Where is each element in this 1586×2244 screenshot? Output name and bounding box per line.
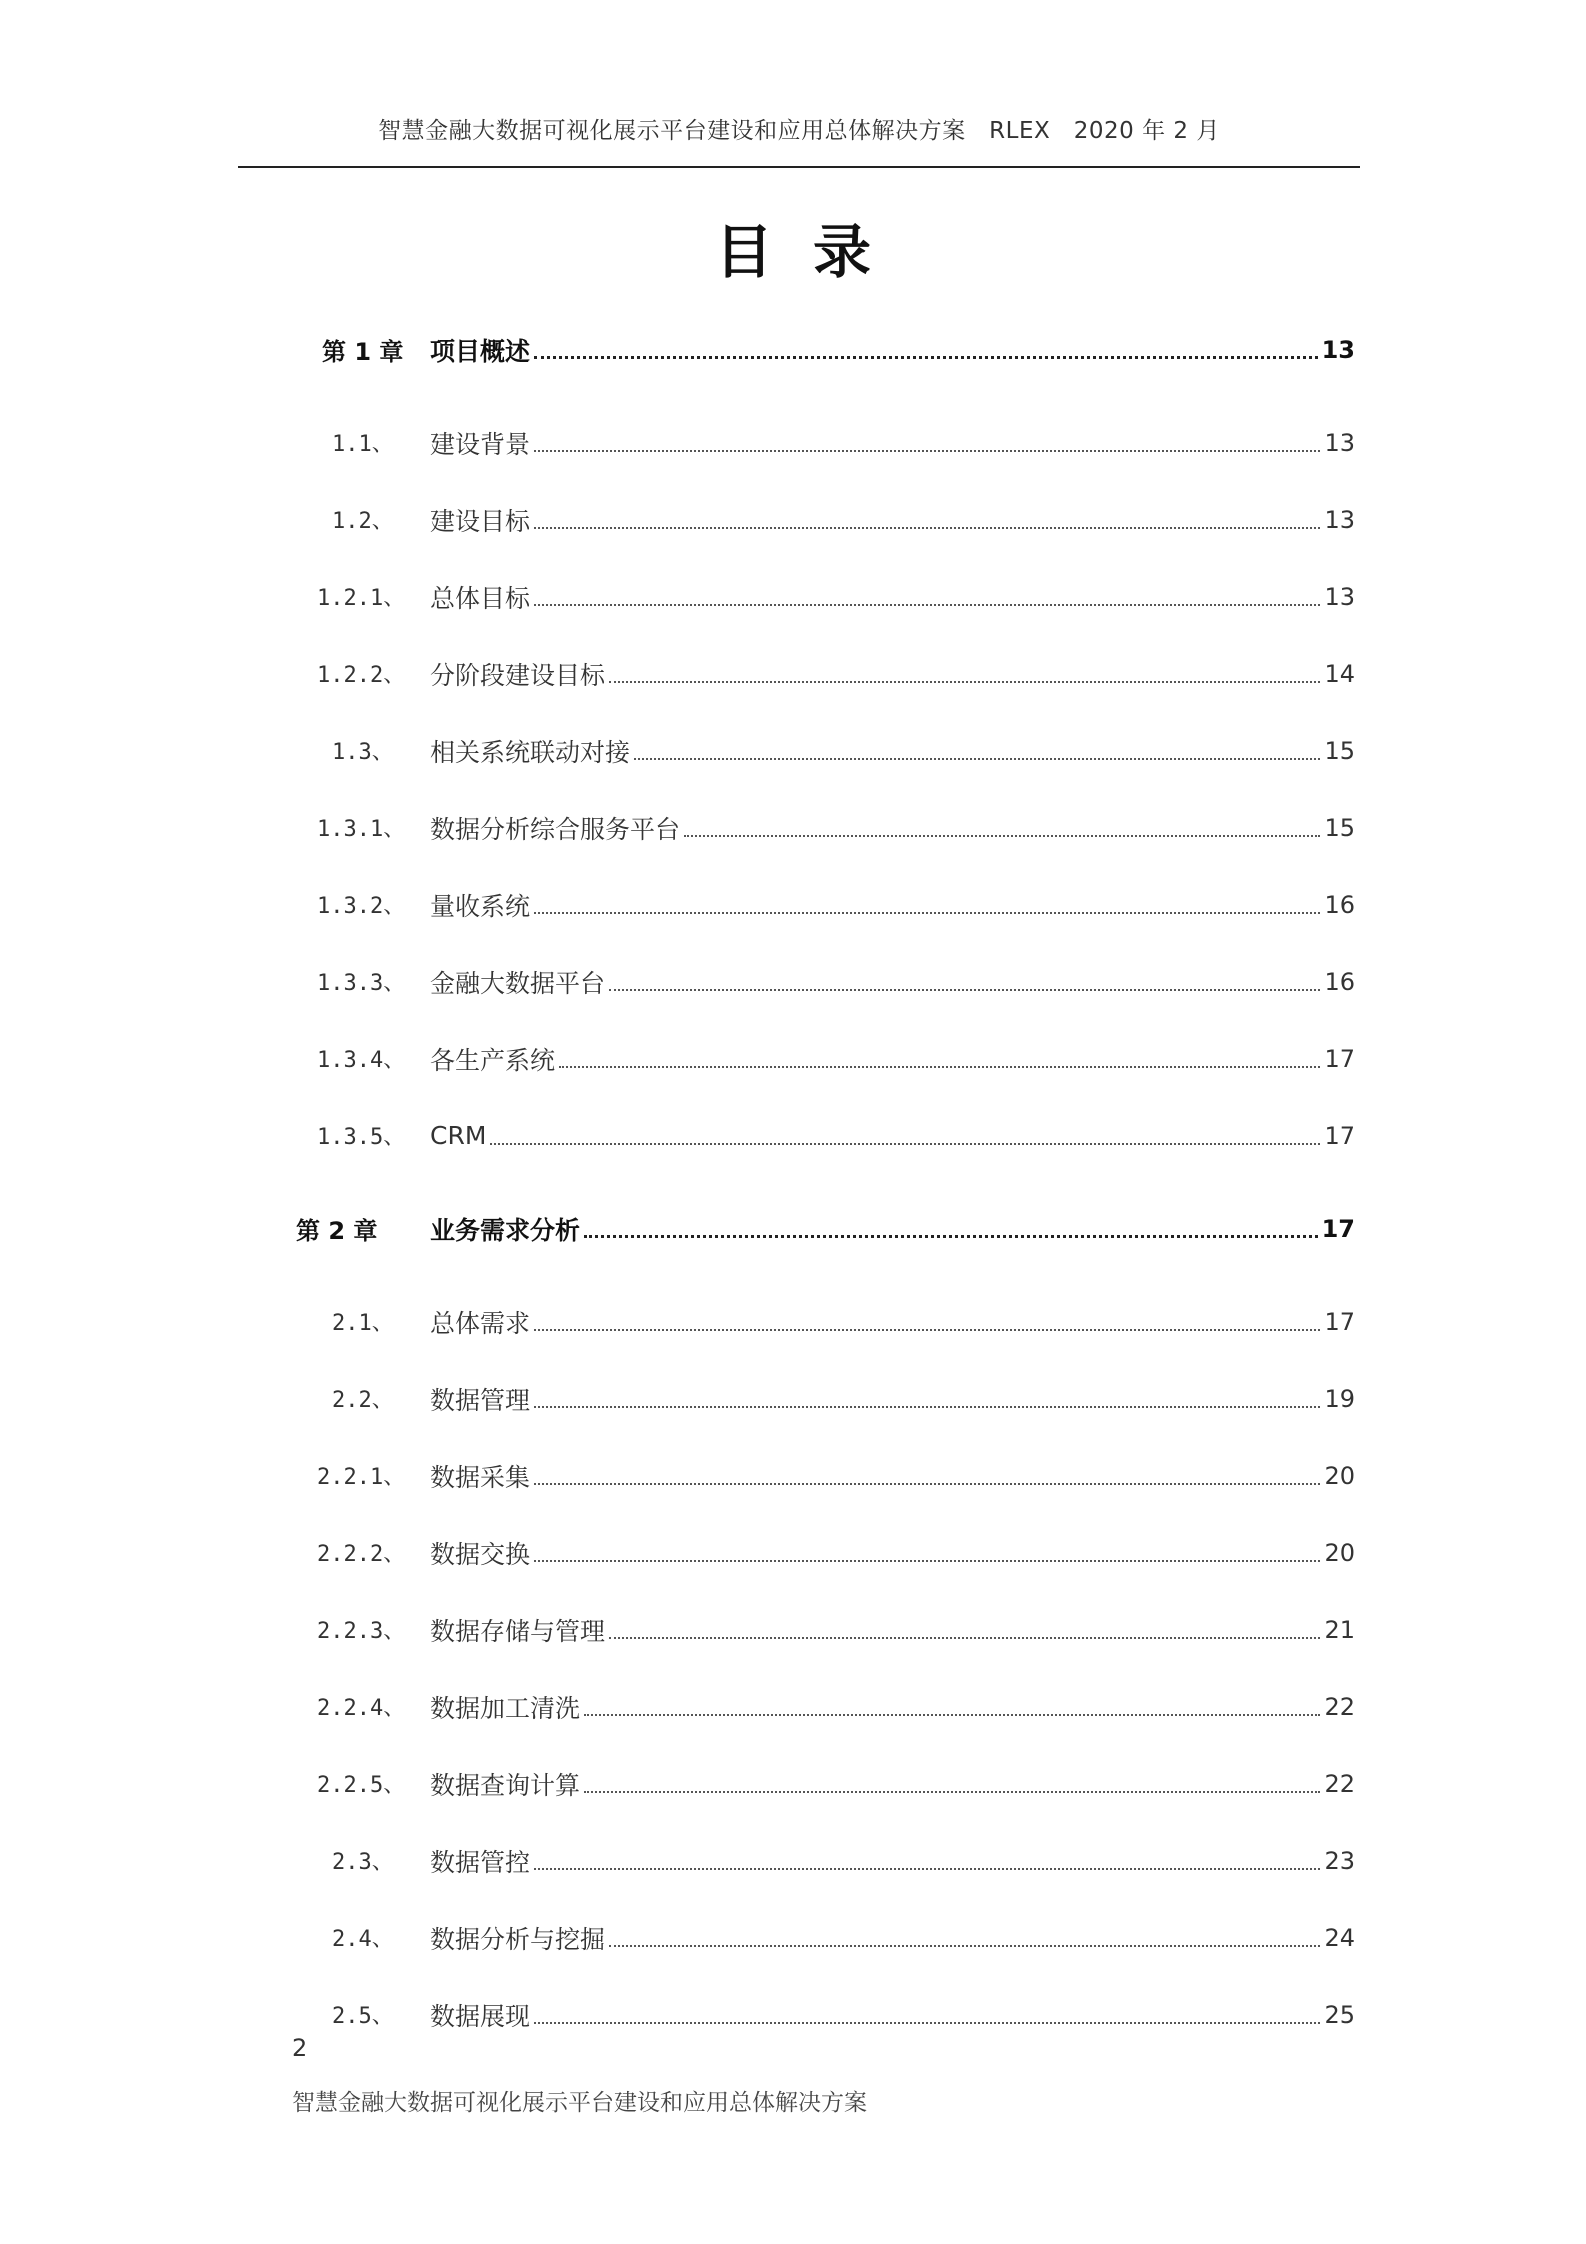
toc-entry-label: CRM	[430, 1121, 487, 1150]
dot-leader	[584, 1235, 1318, 1238]
dot-leader	[609, 1637, 1320, 1639]
toc-entry-number: 2.3、	[332, 1850, 394, 1875]
toc-entry-page: 16	[1324, 890, 1355, 919]
toc-entry-label: 数据加工清洗	[430, 1693, 581, 1723]
toc-entry-label: 数据展现	[430, 2001, 531, 2031]
toc-entry[interactable]	[290, 1020, 1355, 1097]
toc-entry-page: 16	[1324, 967, 1355, 996]
toc-entry[interactable]	[290, 1591, 1355, 1668]
toc-entry-number: 1.3、	[332, 740, 394, 765]
toc-entry-label: 总体目标	[430, 583, 531, 613]
toc-entry[interactable]	[290, 1899, 1355, 1976]
toc-entry-page: 21	[1324, 1615, 1355, 1644]
toc-entry-label: 数据查询计算	[430, 1770, 581, 1800]
toc-entry-page: 20	[1324, 1538, 1355, 1567]
toc-entry-page: 17	[1324, 1121, 1355, 1150]
dot-leader	[584, 1791, 1320, 1793]
toc-entry[interactable]	[290, 635, 1355, 712]
toc-entry-label: 建设目标	[430, 506, 531, 536]
dot-leader	[534, 356, 1318, 359]
toc-chapter-entry[interactable]	[290, 1190, 1355, 1267]
toc-entry-page: 19	[1324, 1384, 1355, 1413]
toc-entry-page: 14	[1324, 659, 1355, 688]
toc-entry-label: 分阶段建设目标	[430, 660, 606, 690]
toc-entry-number: 1.3.2、	[317, 894, 406, 919]
dot-leader	[534, 1329, 1320, 1331]
toc-entry-number: 2.2、	[332, 1388, 394, 1413]
toc-entry-number: 2.5、	[332, 2004, 394, 2029]
toc-entry-label: 数据交换	[430, 1539, 531, 1569]
toc-entry[interactable]	[290, 1668, 1355, 1745]
page-footer: 智慧金融大数据可视化展示平台建设和应用总体解决方案	[292, 2090, 867, 2116]
toc-entry[interactable]	[290, 1097, 1355, 1174]
toc-entry[interactable]	[290, 558, 1355, 635]
toc-entry-label: 业务需求分析	[430, 1215, 581, 1245]
toc-entry-page: 13	[1324, 428, 1355, 457]
toc-entry-page: 13	[1324, 582, 1355, 611]
toc-entry[interactable]	[290, 1514, 1355, 1591]
toc-entry-page: 24	[1324, 1923, 1355, 1952]
dot-leader	[609, 1945, 1320, 1947]
dot-leader	[534, 1560, 1320, 1562]
toc-entry-label: 建设背景	[430, 429, 531, 459]
toc-entry-label: 数据分析与挖掘	[430, 1924, 606, 1954]
toc-entry-number: 1.2、	[332, 509, 394, 534]
toc-entry-page: 17	[1324, 1307, 1355, 1336]
toc-entry-number: 2.2.1、	[317, 1465, 406, 1490]
toc-entry[interactable]	[290, 1822, 1355, 1899]
toc-entry-label: 数据存储与管理	[430, 1616, 606, 1646]
toc-entry-label: 各生产系统	[430, 1045, 556, 1075]
page-number: 2	[292, 2034, 308, 2062]
toc-entry-number: 1.3.4、	[317, 1048, 406, 1073]
toc-entry-page: 23	[1324, 1846, 1355, 1875]
toc-entry[interactable]	[290, 1437, 1355, 1514]
toc-title: 目录	[714, 218, 911, 286]
dot-leader	[684, 835, 1320, 837]
toc-entry-number: 2.2.5、	[317, 1773, 406, 1798]
toc-entry[interactable]	[290, 1283, 1355, 1360]
toc-entry-label: 总体需求	[430, 1308, 531, 1338]
toc-entry-label: 数据管控	[430, 1847, 531, 1877]
table-of-contents	[290, 311, 1355, 2053]
toc-entry-page: 22	[1324, 1692, 1355, 1721]
toc-entry-page: 20	[1324, 1461, 1355, 1490]
toc-entry-number: 1.1、	[332, 432, 394, 457]
page-header: 智慧金融大数据可视化展示平台建设和应用总体解决方案 RLEX 2020 年 2 月	[378, 118, 1220, 144]
toc-entry-page: 15	[1324, 813, 1355, 842]
header-divider	[238, 166, 1360, 168]
toc-entry-page: 13	[1324, 505, 1355, 534]
toc-entry[interactable]	[290, 712, 1355, 789]
toc-entry-label: 相关系统联动对接	[430, 737, 631, 767]
toc-entry-label: 金融大数据平台	[430, 968, 606, 998]
toc-chapter-entry[interactable]	[290, 311, 1355, 388]
toc-entry-number: 第 2 章	[296, 1217, 378, 1245]
dot-leader	[534, 1868, 1320, 1870]
toc-entry[interactable]	[290, 1976, 1355, 2053]
toc-entry-label: 项目概述	[430, 336, 531, 366]
toc-entry-label: 数据采集	[430, 1462, 531, 1492]
dot-leader	[534, 527, 1320, 529]
toc-entry-number: 1.3.1、	[317, 817, 406, 842]
dot-leader	[534, 912, 1320, 914]
toc-entry[interactable]	[290, 866, 1355, 943]
toc-entry-number: 2.2.4、	[317, 1696, 406, 1721]
toc-entry-page: 15	[1324, 736, 1355, 765]
dot-leader	[534, 450, 1320, 452]
toc-entry-number: 1.3.5、	[317, 1125, 406, 1150]
toc-entry[interactable]	[290, 404, 1355, 481]
toc-entry-number: 1.2.1、	[317, 586, 406, 611]
toc-entry[interactable]	[290, 789, 1355, 866]
toc-entry-number: 2.2.2、	[317, 1542, 406, 1567]
dot-leader	[534, 1406, 1320, 1408]
toc-entry[interactable]	[290, 1360, 1355, 1437]
toc-entry-number: 2.4、	[332, 1927, 394, 1952]
toc-entry-label: 量收系统	[430, 891, 531, 921]
toc-entry-label: 数据管理	[430, 1385, 531, 1415]
dot-leader	[584, 1714, 1320, 1716]
dot-leader	[534, 1483, 1320, 1485]
toc-entry-label: 数据分析综合服务平台	[430, 814, 681, 844]
toc-entry-page: 25	[1324, 2000, 1355, 2029]
toc-entry-number: 1.2.2、	[317, 663, 406, 688]
toc-entry-number: 1.3.3、	[317, 971, 406, 996]
dot-leader	[609, 681, 1320, 683]
dot-leader	[490, 1143, 1320, 1145]
dot-leader	[534, 2022, 1320, 2024]
toc-entry-page: 17	[1324, 1044, 1355, 1073]
toc-entry-page: 17	[1321, 1214, 1355, 1243]
toc-entry[interactable]	[290, 1745, 1355, 1822]
dot-leader	[534, 604, 1320, 606]
toc-entry-number: 第 1 章	[322, 338, 404, 366]
toc-entry[interactable]	[290, 481, 1355, 558]
toc-entry-number: 2.2.3、	[317, 1619, 406, 1644]
dot-leader	[634, 758, 1320, 760]
dot-leader	[559, 1066, 1320, 1068]
dot-leader	[609, 989, 1320, 991]
toc-entry-page: 22	[1324, 1769, 1355, 1798]
toc-entry-number: 2.1、	[332, 1311, 394, 1336]
toc-entry-page: 13	[1321, 335, 1355, 364]
toc-entry[interactable]	[290, 943, 1355, 1020]
